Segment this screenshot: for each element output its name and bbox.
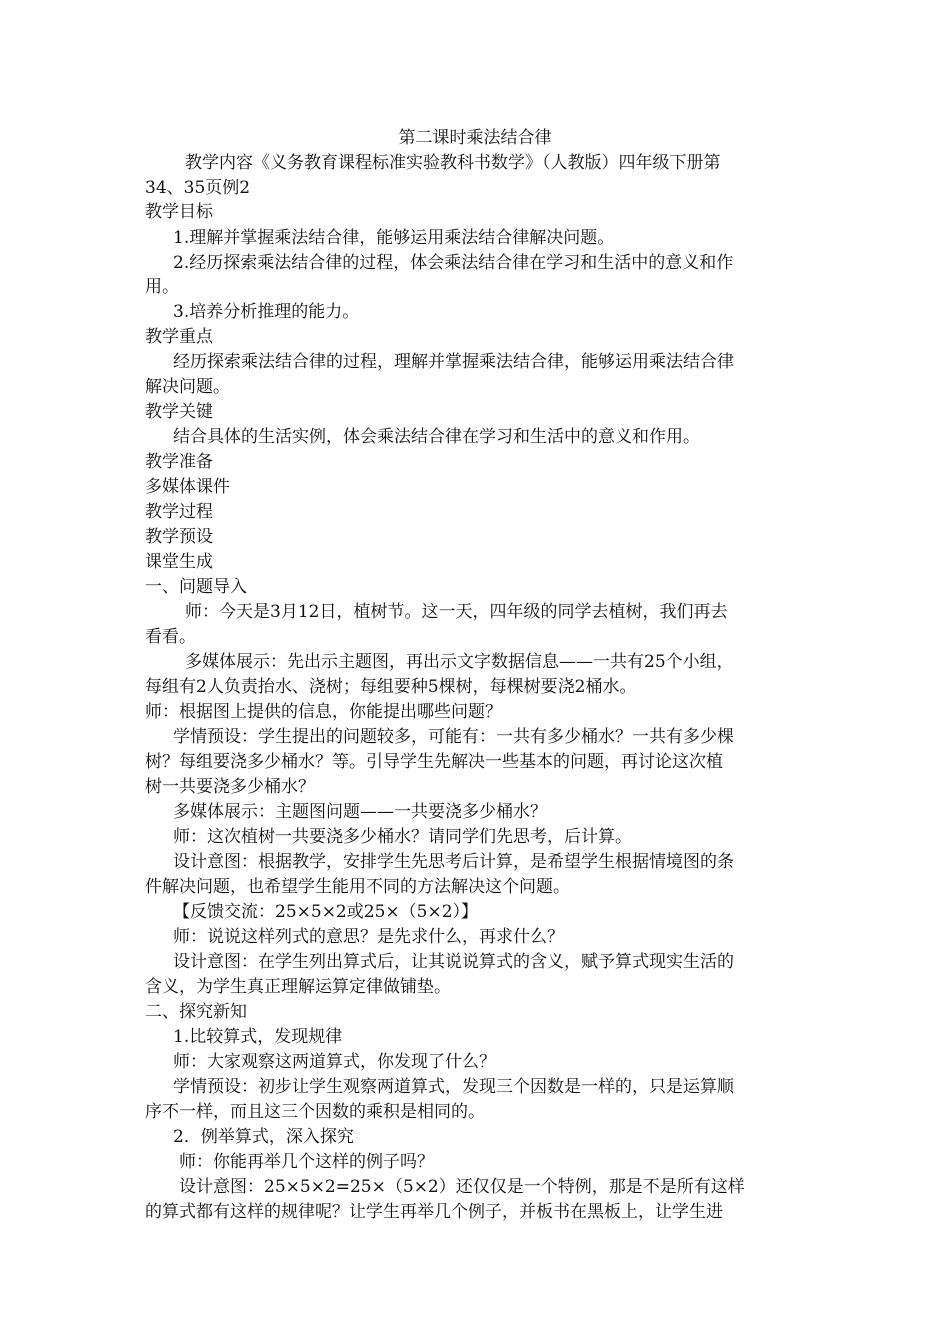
text-line-36: 1.比较算式，发现规律	[173, 1027, 343, 1047]
text-line-41: 师：你能再举几个这样的例子吗？	[179, 1152, 434, 1172]
text-line-38: 学情预设：初步让学生观察两道算式，发现三个因数是一样的，只是运算顺	[173, 1077, 734, 1097]
section-heading-key: 教学关键	[145, 402, 213, 422]
text-line-25: 树？每组要浇多少桶水？等。引导学生先解决一些基本的问题，再讨论这次植	[145, 752, 723, 772]
text-line-21: 多媒体展示：先出示主题图，再出示文字数据信息——一共有25个小组，	[185, 652, 734, 672]
text-line-33: 设计意图：在学生列出算式后，让其说说算式的含义，赋予算式现实生活的	[173, 952, 734, 972]
text-line-26: 树一共要浇多少桶水？	[145, 777, 315, 797]
text-line-02: 34、35页例2	[145, 178, 251, 198]
text-line-29: 设计意图：根据教学，安排学生先思考后计算，是希望学生根据情境图的条	[173, 852, 734, 872]
text-line-22: 每组有2人负责抬水、浇树；每组要种5棵树，每棵树要浇2桶水。	[145, 677, 637, 697]
section-heading-prep: 教学准备	[145, 452, 213, 472]
text-line-39: 序不一样，而且这三个因数的乘积是相同的。	[145, 1102, 485, 1122]
section-heading-explore: 二、探究新知	[145, 1002, 247, 1022]
text-line-09: 经历探索乘法结合律的过程，理解并掌握乘法结合律，能够运用乘法结合律	[173, 352, 734, 372]
section-heading-process: 教学过程	[145, 502, 213, 522]
text-line-37: 师：大家观察这两道算式，你发现了什么？	[173, 1052, 496, 1072]
text-line-07: 3.培养分析推理的能力。	[173, 302, 360, 322]
section-heading-goals: 教学目标	[145, 202, 213, 222]
section-heading-focus: 教学重点	[145, 327, 213, 347]
text-line-43: 的算式都有这样的规律呢？让学生再举几个例子，并板书在黑板上，让学生进	[145, 1202, 723, 1222]
text-line-12: 结合具体的生活实例，体会乘法结合律在学习和生活中的意义和作用。	[173, 427, 700, 447]
text-line-04: 1.理解并掌握乘法结合律，能够运用乘法结合律解决问题。	[173, 228, 615, 248]
text-line-14: 多媒体课件	[145, 477, 230, 497]
text-line-05: 2.经历探索乘法结合律的过程，体会乘法结合律在学习和生活中的意义和作	[173, 253, 734, 273]
text-line-06: 用。	[145, 277, 179, 297]
text-line-40: 2．例举算式，深入探究	[173, 1127, 354, 1147]
text-line-19: 师：今天是3月12日，植树节。这一天，四年级的同学去植树，我们再去	[185, 602, 728, 622]
text-line-31: 【反馈交流：25×5×2或25×（5×2）】	[173, 902, 479, 922]
text-line-30: 件解决问题，也希望学生能用不同的方法解决这个问题。	[145, 877, 570, 897]
text-line-01: 教学内容《义务教育课程标准实验教科书数学》（人教版）四年级下册第	[185, 153, 721, 173]
text-line-10: 解决问题。	[145, 377, 230, 397]
text-line-23: 师：根据图上提供的信息，你能提出哪些问题？	[145, 702, 502, 722]
text-line-20: 看看。	[145, 627, 196, 647]
section-heading-intro: 一、问题导入	[145, 577, 247, 597]
text-line-32: 师：说说这样列式的意思？是先求什么，再求什么？	[173, 927, 564, 947]
text-line-42: 设计意图：25×5×2=25×（5×2）还仅仅是一个特例，那是不是所有这样	[179, 1177, 745, 1197]
text-line-28: 师：这次植树一共要浇多少桶水？请同学们先思考，后计算。	[173, 827, 632, 847]
text-line-17: 课堂生成	[145, 552, 213, 572]
document-title: 第二课时乘法结合律	[398, 128, 552, 148]
text-line-16: 教学预设	[145, 527, 213, 547]
text-line-34: 含义，为学生真正理解运算定律做铺垫。	[145, 977, 451, 997]
text-line-27: 多媒体展示：主题图问题——一共要浇多少桶水？	[173, 802, 547, 822]
text-line-24: 学情预设：学生提出的问题较多，可能有：一共有多少桶水？一共有多少棵	[173, 727, 734, 747]
